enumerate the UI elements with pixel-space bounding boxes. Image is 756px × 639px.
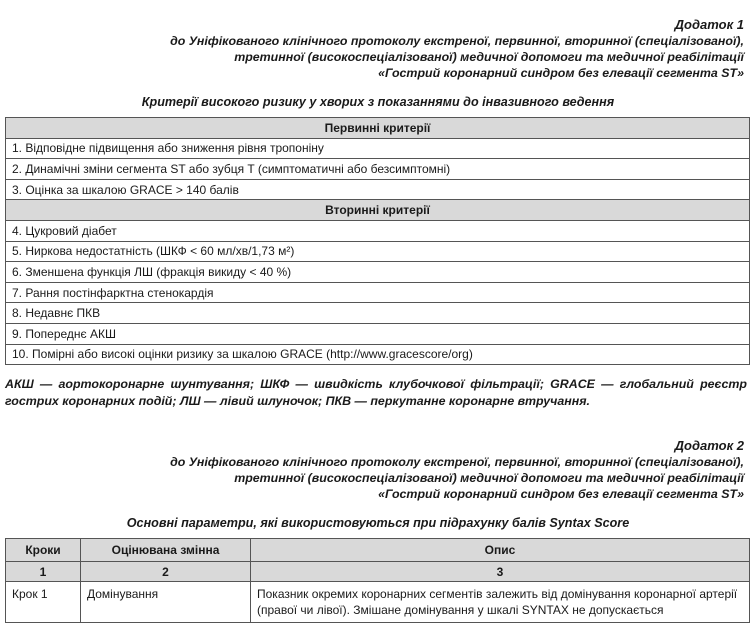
table-row xyxy=(6,303,750,324)
annex1-header xyxy=(170,17,744,81)
annex1-header-line: «Гострий коронарний синдром без елевації сегмента ST» xyxy=(378,66,744,80)
annex2-table-title: Основні параметри, які використовуються при підрахунку балів Syntax Score xyxy=(126,516,630,530)
table-row xyxy=(6,282,750,303)
syntax-score-table xyxy=(5,538,750,623)
table-row xyxy=(6,138,750,159)
table-row xyxy=(6,179,750,200)
annex1-title: Додаток 1 xyxy=(674,17,744,32)
table-row xyxy=(6,159,750,180)
column-header: Кроки xyxy=(6,539,81,562)
step-cell: Крок 1 xyxy=(6,582,81,623)
annex1-table-title: Критерії високого ризику у хворих з показаннями до інвазивного ведення xyxy=(141,95,615,109)
table-row xyxy=(6,241,750,262)
column-header: Оцінювана змінна xyxy=(81,539,251,562)
description-cell: Показник окремих коронарних сегментів залежить від домінування коронарної артерії (правої чи лівої). Змішане домінування у шкалі SYNTAX не допускається xyxy=(251,582,750,623)
criterion-cell: 4. Цукровий діабет xyxy=(6,220,750,241)
criterion-cell: 9. Попереднє АКШ xyxy=(6,323,750,344)
annex1-header-line: до Уніфікованого клінічного протоколу екстреної, первинної, вторинної (спеціалізованої), xyxy=(170,34,744,48)
high-risk-criteria-table xyxy=(5,117,750,365)
column-number: 1 xyxy=(6,562,81,582)
annex1-header-line: третинної (високоспеціалізованої) медичної допомоги та медичної реабілітації xyxy=(234,50,744,64)
criterion-cell: 7. Рання постінфарктна стенокардія xyxy=(6,282,750,303)
column-number-row xyxy=(6,562,750,582)
table-row xyxy=(6,344,750,365)
criterion-cell: 2. Динамічні зміни сегмента ST або зубця T (симптоматичні або безсимптомні) xyxy=(6,159,750,180)
annex2-header-line: «Гострий коронарний синдром без елевації сегмента ST» xyxy=(378,487,744,501)
annex2-header-line: третинної (високоспеціалізованої) медичної допомоги та медичної реабілітації xyxy=(234,471,744,485)
primary-criteria-header-row xyxy=(6,118,750,139)
criterion-cell: 8. Недавнє ПКВ xyxy=(6,303,750,324)
column-number: 2 xyxy=(81,562,251,582)
table-row xyxy=(6,323,750,344)
criterion-cell: 10. Помірні або високі оцінки ризику за шкалою GRACE (http://www.gracescore/org) xyxy=(6,344,750,365)
table-row xyxy=(6,220,750,241)
table-row xyxy=(6,582,750,623)
criterion-cell: 3. Оцінка за шкалою GRACE > 140 балів xyxy=(6,179,750,200)
variable-cell: Домінування xyxy=(81,582,251,623)
annex2-title: Додаток 2 xyxy=(674,438,744,453)
abbreviations-note: АКШ — аортокоронарне шунтування; ШКФ — швидкість клубочкової фільтрації; GRACE — глобальний реєстр гострих коронарних подій; ЛШ — лівий шлуночок; ПКВ — перкутанне коронарне втручання. xyxy=(5,377,747,408)
secondary-criteria-header: Вторинні критерії xyxy=(6,200,750,221)
primary-criteria-header: Первинні критерії xyxy=(6,118,750,139)
column-header: Опис xyxy=(251,539,750,562)
criterion-cell: 5. Ниркова недостатність (ШКФ < 60 мл/хв/1,73 м²) xyxy=(6,241,750,262)
annex2-header xyxy=(170,438,744,502)
column-number: 3 xyxy=(251,562,750,582)
column-header-row xyxy=(6,539,750,562)
criterion-cell: 6. Зменшена функція ЛШ (фракція викиду < 40 %) xyxy=(6,262,750,283)
table-row xyxy=(6,262,750,283)
criterion-cell: 1. Відповідне підвищення або зниження рівня тропоніну xyxy=(6,138,750,159)
annex2-header-line: до Уніфікованого клінічного протоколу екстреної, первинної, вторинної (спеціалізованої), xyxy=(170,455,744,469)
secondary-criteria-header-row xyxy=(6,200,750,221)
